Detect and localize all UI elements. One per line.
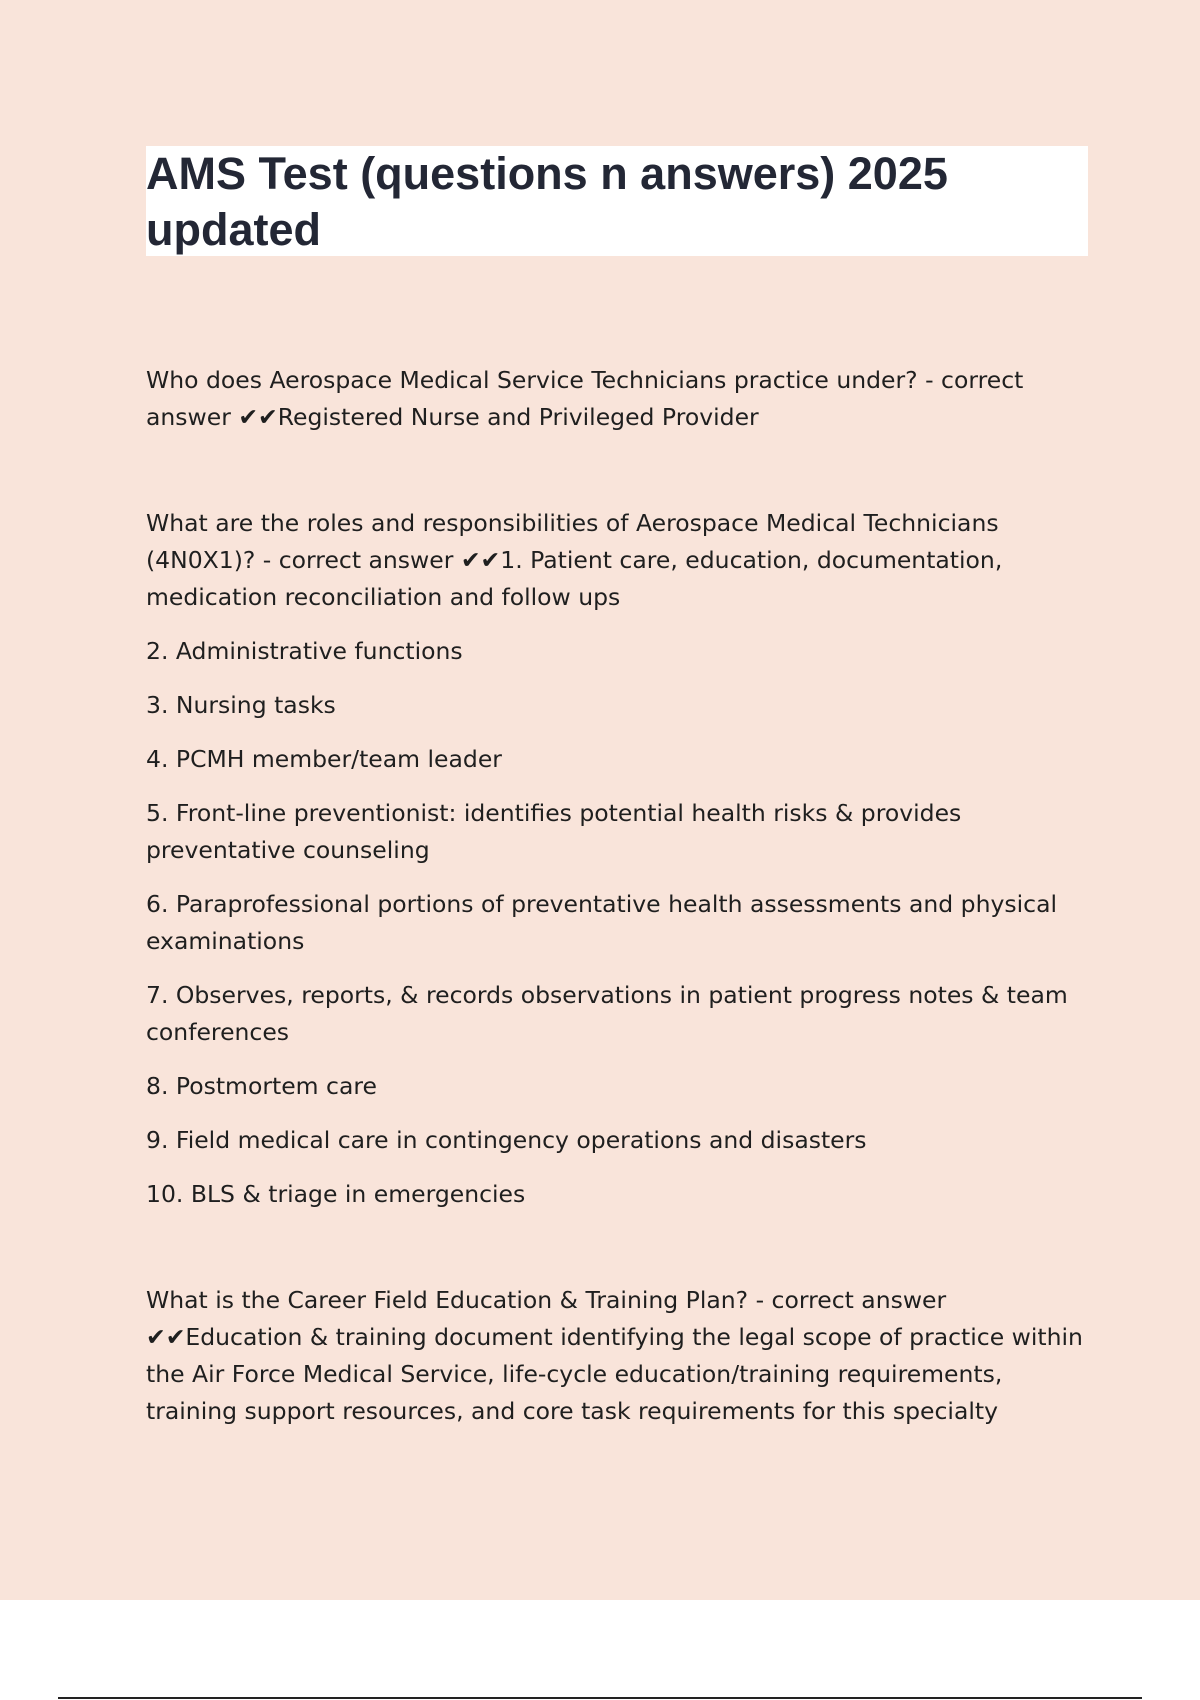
footer-divider bbox=[58, 1697, 1142, 1699]
document-content bbox=[146, 362, 1096, 1430]
list-item: 2. Administrative functions bbox=[146, 637, 463, 665]
qa-item-3: What is the Career Field Education & Training Plan? - correct answer ✔✔Education & training document identifying the legal scope of practice within the Air Force Medical Service, life-cycle education/training requirements, training support resources, and core task requirements for this specialty bbox=[146, 1286, 1083, 1425]
list-item: 7. Observes, reports, & records observations in patient progress notes & team conferences bbox=[146, 981, 1068, 1046]
list-item: 10. BLS & triage in emergencies bbox=[146, 1180, 526, 1208]
list-item: 5. Front-line preventionist: identifies potential health risks & provides preventative counseling bbox=[146, 799, 962, 864]
title-box bbox=[146, 146, 1088, 256]
document-title: AMS Test (questions n answers) 2025 updated bbox=[146, 148, 948, 255]
list-item: 3. Nursing tasks bbox=[146, 691, 336, 719]
qa-item-2: What are the roles and responsibilities of Aerospace Medical Technicians (4N0X1)? - correct answer ✔✔1. Patient care, education, documentation, medication reconciliation and follow ups bbox=[146, 509, 1003, 611]
list-item: 9. Field medical care in contingency operations and disasters bbox=[146, 1126, 867, 1154]
list-item: 8. Postmortem care bbox=[146, 1072, 377, 1100]
list-item: 6. Paraprofessional portions of preventative health assessments and physical examinations bbox=[146, 890, 1057, 955]
list-item: 4. PCMH member/team leader bbox=[146, 745, 502, 773]
qa-item-1: Who does Aerospace Medical Service Technicians practice under? - correct answer ✔✔Registered Nurse and Privileged Provider bbox=[146, 366, 1024, 431]
